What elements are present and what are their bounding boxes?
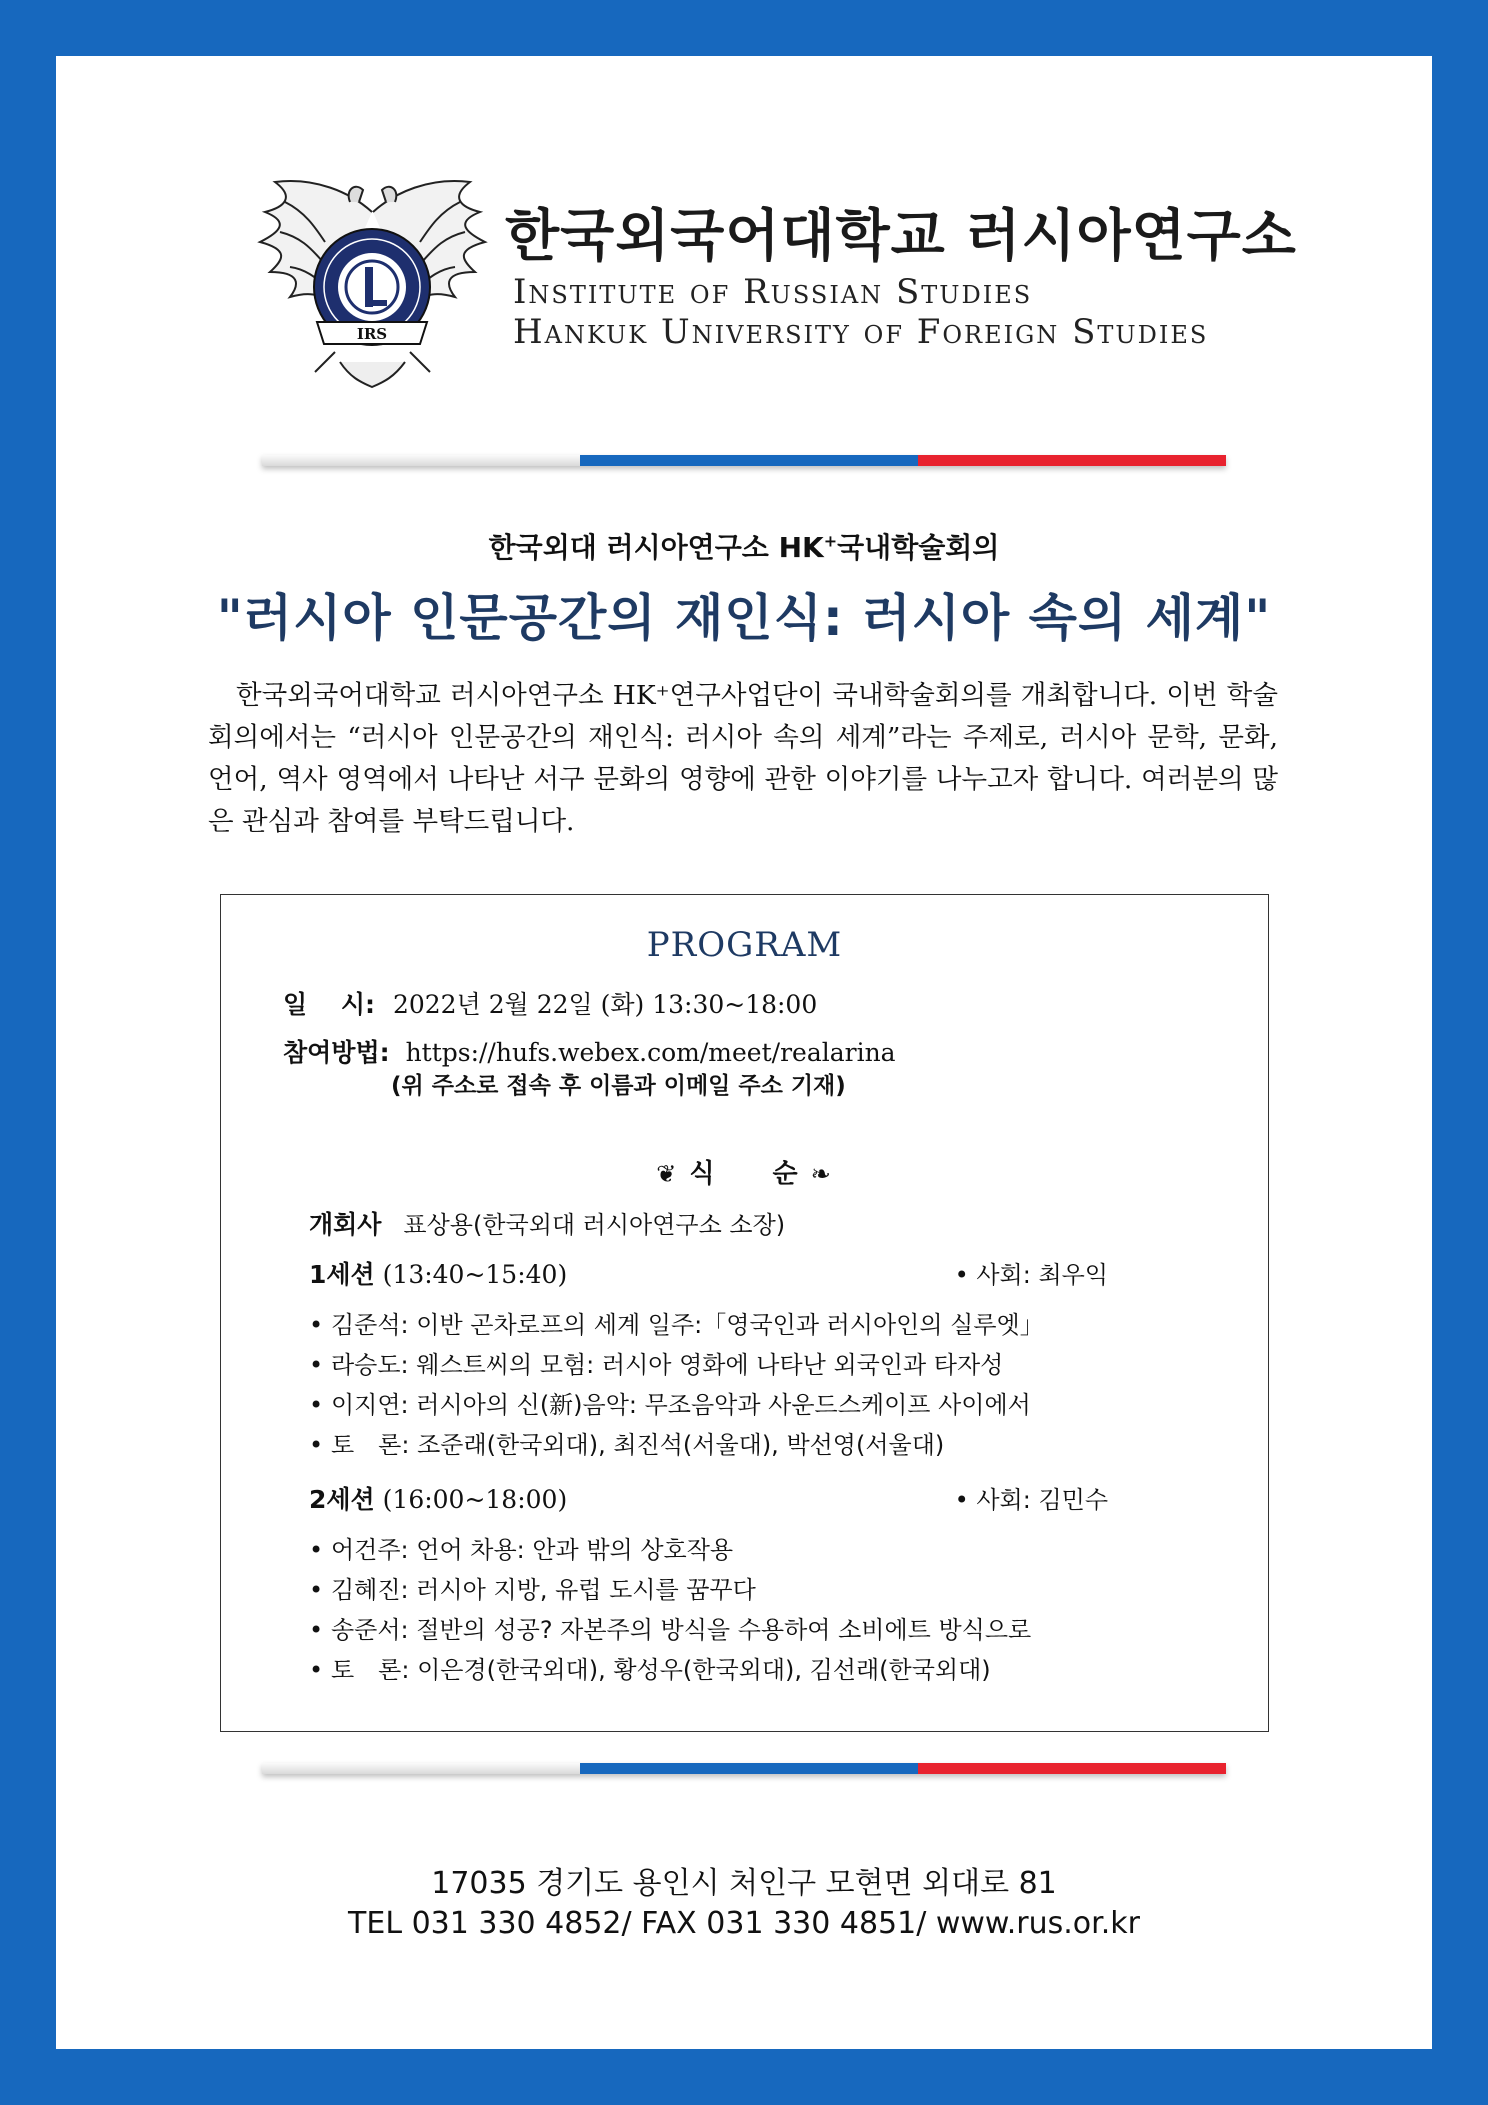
institute-logo [255,172,1297,392]
session2-discussion: • 토 론: 이은경(한국외대), 황성우(한국외대), 김선래(한국외대) [309,1656,991,1684]
emblem-text: IRS [356,325,388,343]
tricolor-divider-top [262,455,1226,466]
opening-row [309,1205,785,1241]
footer-address: 17035 경기도 용인시 처인구 모현면 외대로 81 [431,1866,1057,1901]
session1-item: • 라승도: 웨스트씨의 모험: 러시아 영화에 나타난 외국인과 타자성 [309,1351,1004,1379]
ornament-left-icon: ❦ [656,1160,679,1188]
ornament-right-icon: ❧ [810,1160,833,1188]
footer-contact: TEL 031 330 4852/ FAX 031 330 4851/ www.rus.or.kr [348,1906,1140,1941]
program-box [220,894,1269,1732]
date-row [283,985,817,1021]
tricolor-divider-bottom [262,1763,1226,1774]
university-name-english: Hankuk University of Foreign Studies [513,312,1209,352]
program-title: PROGRAM [646,925,843,965]
session2-heading: 2세션 (16:00~18:00) [309,1485,568,1514]
session2-item: • 김혜진: 러시아 지방, 유럽 도시를 꿈꾸다 [309,1576,756,1604]
opening-value: 표상용(한국외대 러시아연구소 소장) [403,1211,786,1239]
double-eagle-emblem-icon [255,172,490,392]
conference-subheading: 한국외대 러시아연구소 HK+국내학술회의 [488,531,1000,564]
institute-name-korean: 한국외국어대학교 러시아연구소 [505,204,1297,269]
conference-title: "러시아 인문공간의 재인식: 러시아 속의 세계" [216,589,1272,647]
session1-discussion: • 토 론: 조준래(한국외대), 최진석(서울대), 박선영(서울대) [309,1431,945,1459]
session1-host: • 사회: 최우익 [954,1261,1108,1289]
session1-item: • 이지연: 러시아의 신(新)음악: 무조음악과 사운드스케이프 사이에서 [309,1391,1031,1419]
method-label: 참여방법: [283,1038,390,1067]
session2-item: • 송준서: 절반의 성공? 자본주의 방식을 수용하여 소비에트 방식으로 [309,1616,1032,1644]
intro-paragraph: 한국외국어대학교 러시아연구소 HK⁺연구사업단이 국내학술회의를 개최합니다. 이번 학술회의에서는 “러시아 인문공간의 재인식: 러시아 속의 세계”라는 주제로, 러시아 문학, 문화, 언어, 역사 영역에서 나타난 서구 문화의 영향에 관한 이야기를 나누고자 합니다. 여러분의 많은 관심과 참여를 부탁드립니다. [208,680,1278,837]
webex-link[interactable]: https://hufs.webex.com/meet/realarina [405,1038,896,1067]
method-row [283,1033,896,1069]
date-value: 2022년 2월 22일 (화) 13:30~18:00 [392,990,818,1019]
session2-host: • 사회: 김민수 [954,1486,1108,1514]
institute-name-english: Institute of Russian Studies [513,272,1033,312]
method-note: (위 주소로 접속 후 이름과 이메일 주소 기재) [391,1073,846,1099]
date-label: 일 시: [283,990,376,1019]
session2-item: • 어건주: 언어 차용: 안과 밖의 상호작용 [309,1536,734,1564]
session1-heading: 1세션 (13:40~15:40) [309,1260,568,1289]
order-heading: ❦ 식 순 ❧ [656,1159,833,1189]
session1-item: • 김준석: 이반 곤차로프의 세계 일주:「영국인과 러시아인의 실루엣」 [309,1311,1044,1339]
opening-label: 개회사 [309,1210,382,1239]
